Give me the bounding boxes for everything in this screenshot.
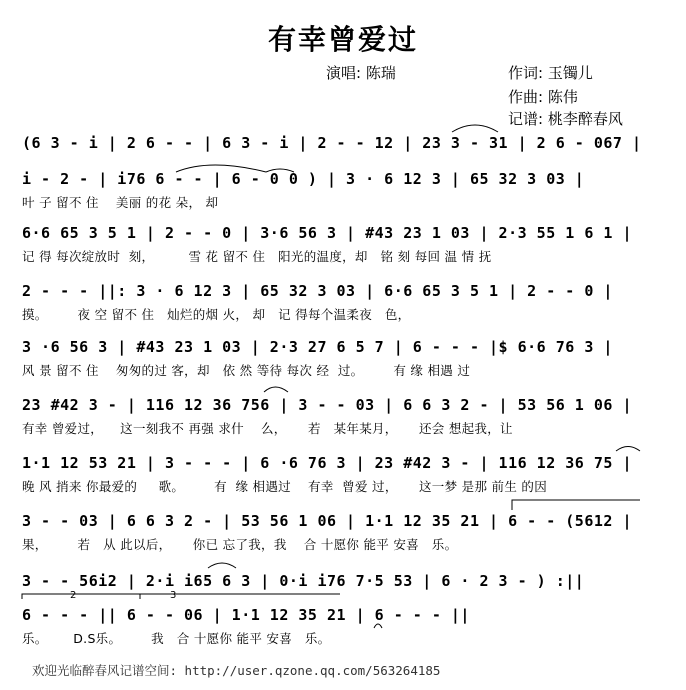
lyrics-line: 记 得 每次绽放时 刻， 雪 花 留不 住 阳光的温度，却 铭 刻 每回 温 情 抚 <box>22 249 492 264</box>
lyrics-line: 果， 若 从 此以后， 你已 忘了我，我 合 十愿你 能平 安喜 乐。 <box>22 537 458 552</box>
notation-line: (6 3 - i | 2 6 - - | 6 3 - i | 2 - - 12 | 23 3 - 31 | 2 6 - 067 | <box>22 134 642 152</box>
notation-line: 6 - - - || 6 - - 06 | 1·1 12 35 21 | 6 - - - || <box>22 606 470 624</box>
notation-line: i - 2 - | i76 6 - - | 6 - 0 0 ) | 3 · 6 12 3 | 65 32 3 03 | <box>22 170 585 188</box>
notation-line: 2 - - - ||: 3 · 6 12 3 | 65 32 3 03 | 6·6 65 3 5 1 | 2 - - 0 | <box>22 282 613 300</box>
notation-line: 3 - - 56i2 | 2·i i65 6 3 | 0·i i76 7·5 53 | 6 · 2 3 - ) :|| <box>22 572 585 590</box>
lyrics-line: 晚 风 捎来 你最爱的 歌。 有 缘 相遇过 有幸 曾爱 过， 这一梦 是那 前生 的因 <box>22 479 548 494</box>
lyrics-line: 叶 子 留不 住 美丽 的花 朵， 却 <box>22 195 219 210</box>
volta-number: 3 <box>170 590 177 601</box>
lyrics-line: 风 景 留不 住 匆匆的过 客，却 依 然 等待 每次 经 过。 有 缘 相遇 过 <box>22 363 471 378</box>
notation-line: 3 ·6 56 3 | #43 23 1 03 | 2·3 27 6 5 7 | 6 - - - |$ 6·6 76 3 | <box>22 338 613 356</box>
slur-mark <box>176 165 266 172</box>
volta-number: 2 <box>70 590 77 601</box>
notation-line: 3 - - 03 | 6 6 3 2 - | 53 56 1 06 | 1·1 12 35 21 | 6 - - (5612 | <box>22 512 632 530</box>
slur-mark <box>616 447 640 452</box>
page-title: 有幸曾爱过 <box>267 23 418 56</box>
lyrics-line: 乐。 D.S乐。 我 合 十愿你 能平 安喜 乐。 <box>22 631 331 646</box>
lyrics-line: 有幸 曾爱过， 这一刻我不 再强 求什 么， 若 某年某月， 还会 想起我，让 <box>22 421 513 436</box>
slur-mark <box>374 624 382 628</box>
notation-line: 1·1 12 53 21 | 3 - - - | 6 ·6 76 3 | 23 #42 3 - | 116 12 36 75 | <box>22 454 632 472</box>
slur-mark <box>208 563 236 568</box>
composer-credit: 作曲: 陈伟 <box>508 88 578 106</box>
notation-line: 23 #42 3 - | 116 12 36 756 | 3 - - 03 | 6 6 3 2 - | 53 56 1 06 | <box>22 396 632 414</box>
singer-credit: 演唱: 陈瑞 <box>326 64 396 82</box>
volta-bracket <box>512 500 640 510</box>
volta-bracket <box>22 594 140 599</box>
notation-line: 6·6 65 3 5 1 | 2 - - 0 | 3·6 56 3 | #43 23 1 03 | 2·3 55 1 6 1 | <box>22 224 632 242</box>
slur-mark <box>264 387 288 392</box>
slur-mark <box>452 125 498 132</box>
lyricist-credit: 作词: 玉镯儿 <box>508 64 593 82</box>
lyrics-line: 摸。 夜 空 留不 住 灿烂的烟 火， 却 记 得每个温柔夜 色， <box>22 307 411 322</box>
transcriber-credit: 记谱: 桃李醉春风 <box>508 110 623 128</box>
slur-mark <box>266 169 294 172</box>
footer-note: 欢迎光临醉春风记谱空间: http://user.qzone.qq.com/563264185 <box>32 663 441 678</box>
